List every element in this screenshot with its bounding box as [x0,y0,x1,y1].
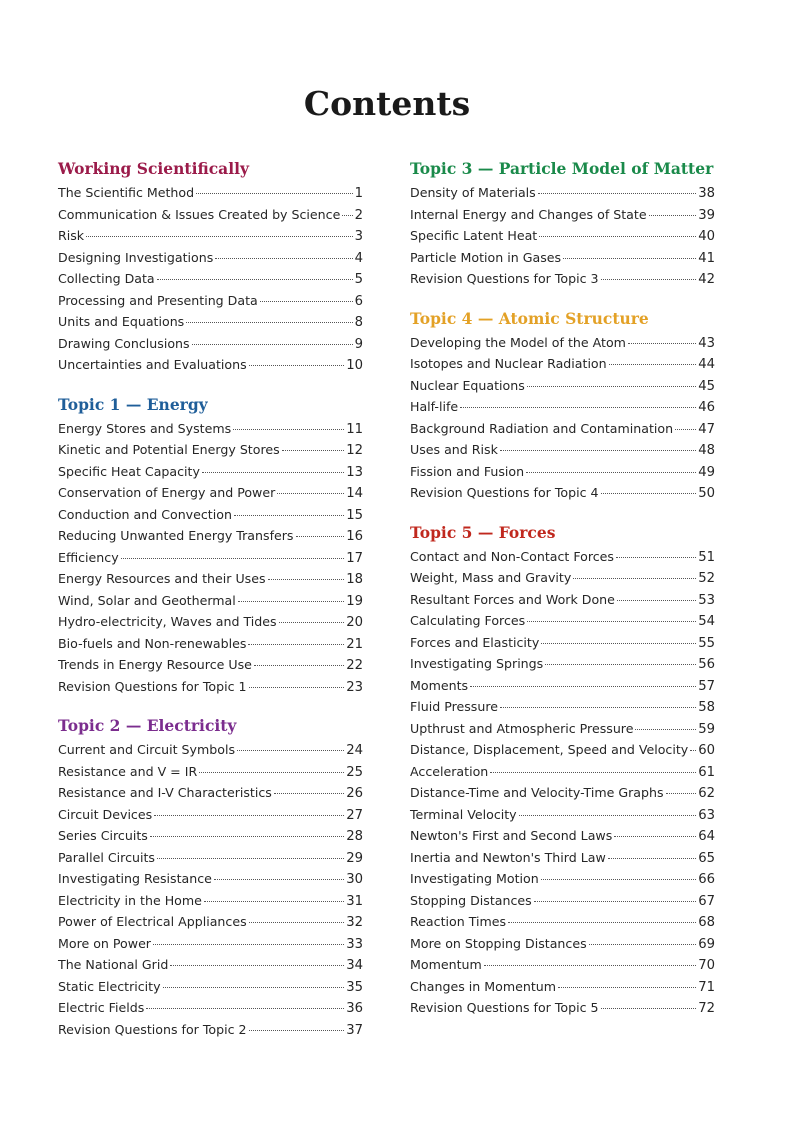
entry-title: Collecting Data [58,271,155,286]
toc-entry[interactable] [410,247,715,269]
toc-entry[interactable] [58,290,363,312]
dot-leader [527,621,696,622]
dot-leader [545,664,696,665]
entry-page-number: 66 [698,872,715,887]
dot-leader [249,687,345,688]
toc-entry[interactable] [410,353,715,375]
toc-entry[interactable] [58,247,363,269]
entry-page-number: 5 [354,272,363,287]
dot-leader [666,793,697,794]
entry-title: Units and Equations [58,314,185,329]
dot-leader [196,193,353,194]
entry-title: Calculating Forces [410,613,526,628]
entry-page-number: 55 [698,635,715,651]
toc-section [58,392,363,698]
entry-page-number: 10 [346,358,363,373]
entry-title: Developing the Model of the Atom [410,334,626,350]
dot-leader [215,258,352,259]
toc-entry[interactable] [410,782,715,804]
entry-title: Particle Motion in Gases [410,249,562,265]
entry-page-number: 46 [698,400,715,415]
section-heading: Topic 5 — Forces [410,522,556,542]
right-column [410,156,715,1035]
entry-title: Designing Investigations [58,249,214,265]
entry-title: Specific Latent Heat [410,228,538,243]
entry-title: Drawing Conclusions [58,335,190,351]
toc-entry[interactable] [410,868,715,890]
toc-entry[interactable] [410,997,715,1019]
toc-entry[interactable] [58,354,363,376]
entry-page-number: 64 [698,829,715,844]
entry-page-number: 18 [346,572,363,587]
entry-page-number: 59 [698,721,715,737]
entry-title: Conduction and Convection [58,506,232,522]
dot-leader [260,301,353,302]
entry-title: Communication & Issues Created by Science [58,206,341,222]
dot-leader [534,901,696,902]
section-heading: Working Scientifically [58,159,250,178]
entry-page-number: 72 [698,1001,715,1016]
toc-entry[interactable] [410,182,715,204]
entry-title: Acceleration [410,763,489,779]
page-title: Contents [303,84,471,123]
entry-page-number: 39 [698,207,715,223]
toc-entry[interactable] [410,332,715,354]
entry-page-number: 1 [354,186,363,201]
dot-leader [268,579,345,580]
entry-title: Specific Heat Capacity [58,463,200,479]
dot-leader [86,236,353,237]
entry-title: Distance, Displacement, Speed and Velocity [410,742,689,757]
entry-page-number: 69 [698,936,715,952]
toc-entry[interactable] [58,611,363,633]
entry-page-number: 26 [346,786,363,801]
entry-page-number: 16 [346,529,363,544]
entry-title: Circuit Devices [58,806,153,822]
entry-title: Changes in Momentum [410,978,557,994]
entry-page-number: 36 [346,1001,363,1016]
entry-page-number: 13 [346,464,363,480]
dot-leader [690,750,696,751]
entry-page-number: 19 [346,593,363,609]
toc-entry[interactable] [410,675,715,697]
dot-leader [601,493,697,494]
entry-title: Contact and Non-Contact Forces [410,548,614,564]
entry-page-number: 41 [698,250,715,266]
entry-title: Revision Questions for Topic 5 [410,1000,599,1015]
entry-page-number: 30 [346,872,363,887]
entry-title: Wind, Solar and Geothermal [58,592,236,608]
entry-page-number: 50 [698,486,715,501]
entry-title: Hydro-electricity, Waves and Tides [58,614,277,629]
dot-leader [628,343,696,344]
dot-leader [616,557,696,558]
dot-leader [617,600,696,601]
toc-entry[interactable] [410,418,715,440]
toc-entry[interactable] [58,933,363,955]
toc-entry[interactable] [410,847,715,869]
dot-leader [233,429,344,430]
toc-entry[interactable] [58,418,363,440]
entry-title: Weight, Mass and Gravity [410,570,572,585]
dot-leader [500,450,696,451]
dot-leader [573,578,696,579]
entry-title: Forces and Elasticity [410,634,540,650]
entry-page-number: 68 [698,915,715,930]
dot-leader [484,965,696,966]
entry-title: Terminal Velocity [410,806,517,822]
entry-title: Revision Questions for Topic 2 [58,1021,247,1037]
dot-leader [234,515,344,516]
entry-title: Stopping Distances [410,892,532,908]
dot-leader [296,536,345,537]
entry-page-number: 3 [354,229,363,244]
dot-leader [121,558,345,559]
entry-page-number: 71 [698,979,715,995]
entry-title: Reducing Unwanted Energy Transfers [58,528,294,543]
section-heading: Topic 4 — Atomic Structure [410,308,649,328]
toc-entry[interactable] [58,890,363,912]
dot-leader [601,1008,697,1009]
dot-leader [601,279,697,280]
entry-title: Revision Questions for Topic 4 [410,485,599,500]
entry-page-number: 65 [698,850,715,866]
toc-entry[interactable] [410,976,715,998]
dot-leader [277,493,344,494]
dot-leader [237,750,344,751]
entry-title: Momentum [410,957,482,972]
toc-entry[interactable] [410,954,715,976]
entry-title: Background Radiation and Contamination [410,420,674,436]
toc-entry[interactable] [58,225,363,247]
dot-leader [254,665,344,666]
dot-leader [538,193,696,194]
entry-title: Resultant Forces and Work Done [410,591,615,607]
toc-entry[interactable] [410,268,715,290]
entry-title: Investigating Motion [410,871,539,886]
toc-entry[interactable] [58,825,363,847]
entry-page-number: 38 [698,186,715,201]
entry-page-number: 70 [698,958,715,973]
entry-page-number: 48 [698,443,715,458]
entry-title: Uses and Risk [410,442,498,457]
entry-title: Uncertainties and Evaluations [58,357,247,372]
entry-page-number: 35 [346,979,363,995]
toc-entry[interactable] [410,439,715,461]
toc-entry[interactable] [58,911,363,933]
toc-entry[interactable] [58,461,363,483]
entry-page-number: 56 [698,657,715,672]
dot-leader [192,344,353,345]
toc-entry[interactable] [410,825,715,847]
entry-title: Isotopes and Nuclear Radiation [410,356,607,371]
entry-title: Fission and Fusion [410,463,525,479]
entry-page-number: 15 [346,507,363,523]
entry-title: Resistance and V = IR [58,763,198,779]
entry-title: More on Stopping Distances [410,935,587,951]
entry-title: Revision Questions for Topic 3 [410,271,599,286]
toc-entry[interactable] [58,954,363,976]
dot-leader [157,858,344,859]
entry-page-number: 21 [346,636,363,652]
entry-title: Efficiency [58,549,119,565]
dot-leader [519,815,697,816]
toc-entry[interactable] [410,546,715,568]
dot-leader [146,1008,344,1009]
entry-title: Trends in Energy Resource Use [58,657,252,672]
toc-section [410,306,715,504]
dot-leader [249,365,345,366]
entry-title: Power of Electrical Appliances [58,914,247,929]
toc-entry[interactable] [410,396,715,418]
entry-page-number: 42 [698,272,715,287]
entry-title: Distance-Time and Velocity-Time Graphs [410,785,664,800]
entry-page-number: 20 [346,615,363,630]
dot-leader [635,729,696,730]
toc-section [58,156,363,376]
entry-page-number: 23 [346,679,363,695]
toc-section [58,713,363,1040]
toc-entry[interactable] [58,847,363,869]
toc-entry[interactable] [410,589,715,611]
entry-title: Nuclear Equations [410,377,525,393]
entry-title: The National Grid [58,957,169,972]
entry-title: Inertia and Newton's Third Law [410,849,606,865]
entry-page-number: 2 [354,207,363,223]
toc-entry[interactable] [410,739,715,761]
entry-title: Energy Resources and their Uses [58,571,266,586]
entry-page-number: 29 [346,850,363,866]
toc-entry[interactable] [58,676,363,698]
entry-page-number: 62 [698,786,715,801]
dot-leader [614,836,696,837]
entry-title: Bio-fuels and Non-renewables [58,635,247,651]
dot-leader [154,815,344,816]
dot-leader [539,236,696,237]
dot-leader [199,772,344,773]
toc-entry[interactable] [58,761,363,783]
dot-leader [541,643,696,644]
entry-page-number: 14 [346,486,363,501]
entry-page-number: 57 [698,678,715,694]
toc-entry[interactable] [410,804,715,826]
entry-page-number: 43 [698,335,715,351]
entry-title: Energy Stores and Systems [58,420,232,436]
toc-entry[interactable] [410,696,715,718]
dot-leader [608,858,696,859]
toc-entry[interactable] [58,976,363,998]
toc-entry[interactable] [58,504,363,526]
toc-entry[interactable] [58,311,363,333]
entry-page-number: 32 [346,915,363,930]
entry-page-number: 53 [698,592,715,608]
toc-entry[interactable] [410,911,715,933]
entry-page-number: 54 [698,614,715,629]
toc-entry[interactable] [410,890,715,912]
entry-title: Conservation of Energy and Power [58,485,276,500]
toc-entry[interactable] [410,225,715,247]
dot-leader [249,922,345,923]
toc-entry[interactable] [410,653,715,675]
dot-leader [248,644,344,645]
entry-page-number: 60 [698,743,716,758]
toc-entry[interactable] [58,739,363,761]
dot-leader [163,987,345,988]
entry-title: Upthrust and Atmospheric Pressure [410,720,634,736]
toc-entry[interactable] [58,782,363,804]
entry-page-number: 11 [346,421,363,437]
entry-title: Reaction Times [410,914,507,929]
entry-title: Static Electricity [58,978,161,994]
dot-leader [526,472,696,473]
toc-entry[interactable] [58,654,363,676]
entry-page-number: 49 [698,464,715,480]
entry-title: Half-life [410,399,459,414]
dot-leader [470,686,696,687]
entry-page-number: 31 [346,893,363,909]
toc-entry[interactable] [410,610,715,632]
entry-page-number: 67 [698,893,715,909]
entry-title: Risk [58,228,85,243]
dot-leader [186,322,352,323]
entry-title: Fluid Pressure [410,699,498,714]
toc-entry[interactable] [410,375,715,397]
dot-leader [202,472,344,473]
entry-title: Revision Questions for Topic 1 [58,678,247,694]
entry-title: Electric Fields [58,1000,145,1015]
toc-entry[interactable] [58,439,363,461]
dot-leader [170,965,344,966]
entry-page-number: 61 [698,764,715,780]
dot-leader [563,258,696,259]
entry-page-number: 51 [698,549,715,565]
dot-leader [157,279,353,280]
entry-title: Processing and Presenting Data [58,292,258,308]
entry-page-number: 40 [698,229,715,244]
dot-leader [589,944,697,945]
dot-leader [279,622,345,623]
toc-section [410,520,715,1019]
left-column [58,156,363,1056]
toc-entry[interactable] [58,333,363,355]
toc-entry[interactable] [58,590,363,612]
toc-entry[interactable] [58,633,363,655]
entry-page-number: 9 [354,336,363,352]
entry-page-number: 47 [698,421,715,437]
toc-entry[interactable] [58,804,363,826]
entry-page-number: 6 [354,293,363,309]
dot-leader [527,386,696,387]
entry-title: More on Power [58,935,151,951]
toc-entry[interactable] [410,632,715,654]
entry-title: Electricity in the Home [58,892,202,908]
toc-entry[interactable] [410,718,715,740]
section-heading: Topic 1 — Energy [58,394,208,414]
dot-leader [282,450,345,451]
entry-page-number: 24 [346,743,363,758]
section-heading: Topic 3 — Particle Model of Matter [410,159,714,178]
entry-title: Parallel Circuits [58,849,155,865]
entry-page-number: 33 [346,936,363,952]
entry-page-number: 34 [346,958,363,973]
dot-leader [153,944,344,945]
toc-entry[interactable] [58,568,363,590]
entry-page-number: 12 [346,443,363,458]
entry-title: Investigating Springs [410,656,544,671]
toc-entry[interactable] [410,567,715,589]
entry-title: Current and Circuit Symbols [58,742,236,757]
dot-leader [541,879,697,880]
entry-page-number: 4 [354,250,363,266]
entry-page-number: 25 [346,764,363,780]
toc-entry[interactable] [58,268,363,290]
toc-entry[interactable] [410,933,715,955]
entry-title: Investigating Resistance [58,871,212,886]
entry-page-number: 63 [698,807,715,823]
toc-entry[interactable] [58,204,363,226]
entry-title: Moments [410,677,469,693]
toc-entry[interactable] [58,1019,363,1041]
entry-page-number: 27 [346,807,363,823]
entry-title: The Scientific Method [58,185,195,200]
toc-entry[interactable] [410,482,715,504]
toc-entry[interactable] [58,997,363,1019]
entry-page-number: 8 [354,315,363,330]
entry-page-number: 52 [698,571,715,586]
entry-page-number: 58 [698,700,715,715]
entry-title: Kinetic and Potential Energy Stores [58,442,280,457]
toc-entry[interactable] [58,868,363,890]
entry-title: Density of Materials [410,185,536,200]
entry-page-number: 28 [346,829,363,844]
dot-leader [204,901,344,902]
entry-title: Resistance and I-V Characteristics [58,785,272,800]
dot-leader [342,215,352,216]
entry-page-number: 45 [698,378,715,394]
toc-entry[interactable] [58,182,363,204]
dot-leader [249,1030,345,1031]
dot-leader [238,601,344,602]
entry-title: Internal Energy and Changes of State [410,206,647,222]
entry-page-number: 22 [346,658,363,673]
dot-leader [609,364,697,365]
toc-entry[interactable] [410,204,715,226]
entry-title: Series Circuits [58,828,148,843]
toc-entry[interactable] [410,761,715,783]
dot-leader [508,922,696,923]
dot-leader [558,987,696,988]
toc-entry[interactable] [58,547,363,569]
dot-leader [274,793,344,794]
dot-leader [649,215,697,216]
toc-entry[interactable] [410,461,715,483]
dot-leader [150,836,344,837]
toc-section [410,156,715,290]
dot-leader [490,772,696,773]
entry-page-number: 17 [346,550,363,566]
entry-title: Newton's First and Second Laws [410,828,613,843]
toc-entry[interactable] [58,482,363,504]
dot-leader [500,707,696,708]
dot-leader [460,407,696,408]
dot-leader [675,429,696,430]
dot-leader [214,879,344,880]
entry-page-number: 44 [698,357,715,372]
section-heading: Topic 2 — Electricity [58,716,237,735]
toc-entry[interactable] [58,525,363,547]
entry-page-number: 37 [346,1022,363,1038]
